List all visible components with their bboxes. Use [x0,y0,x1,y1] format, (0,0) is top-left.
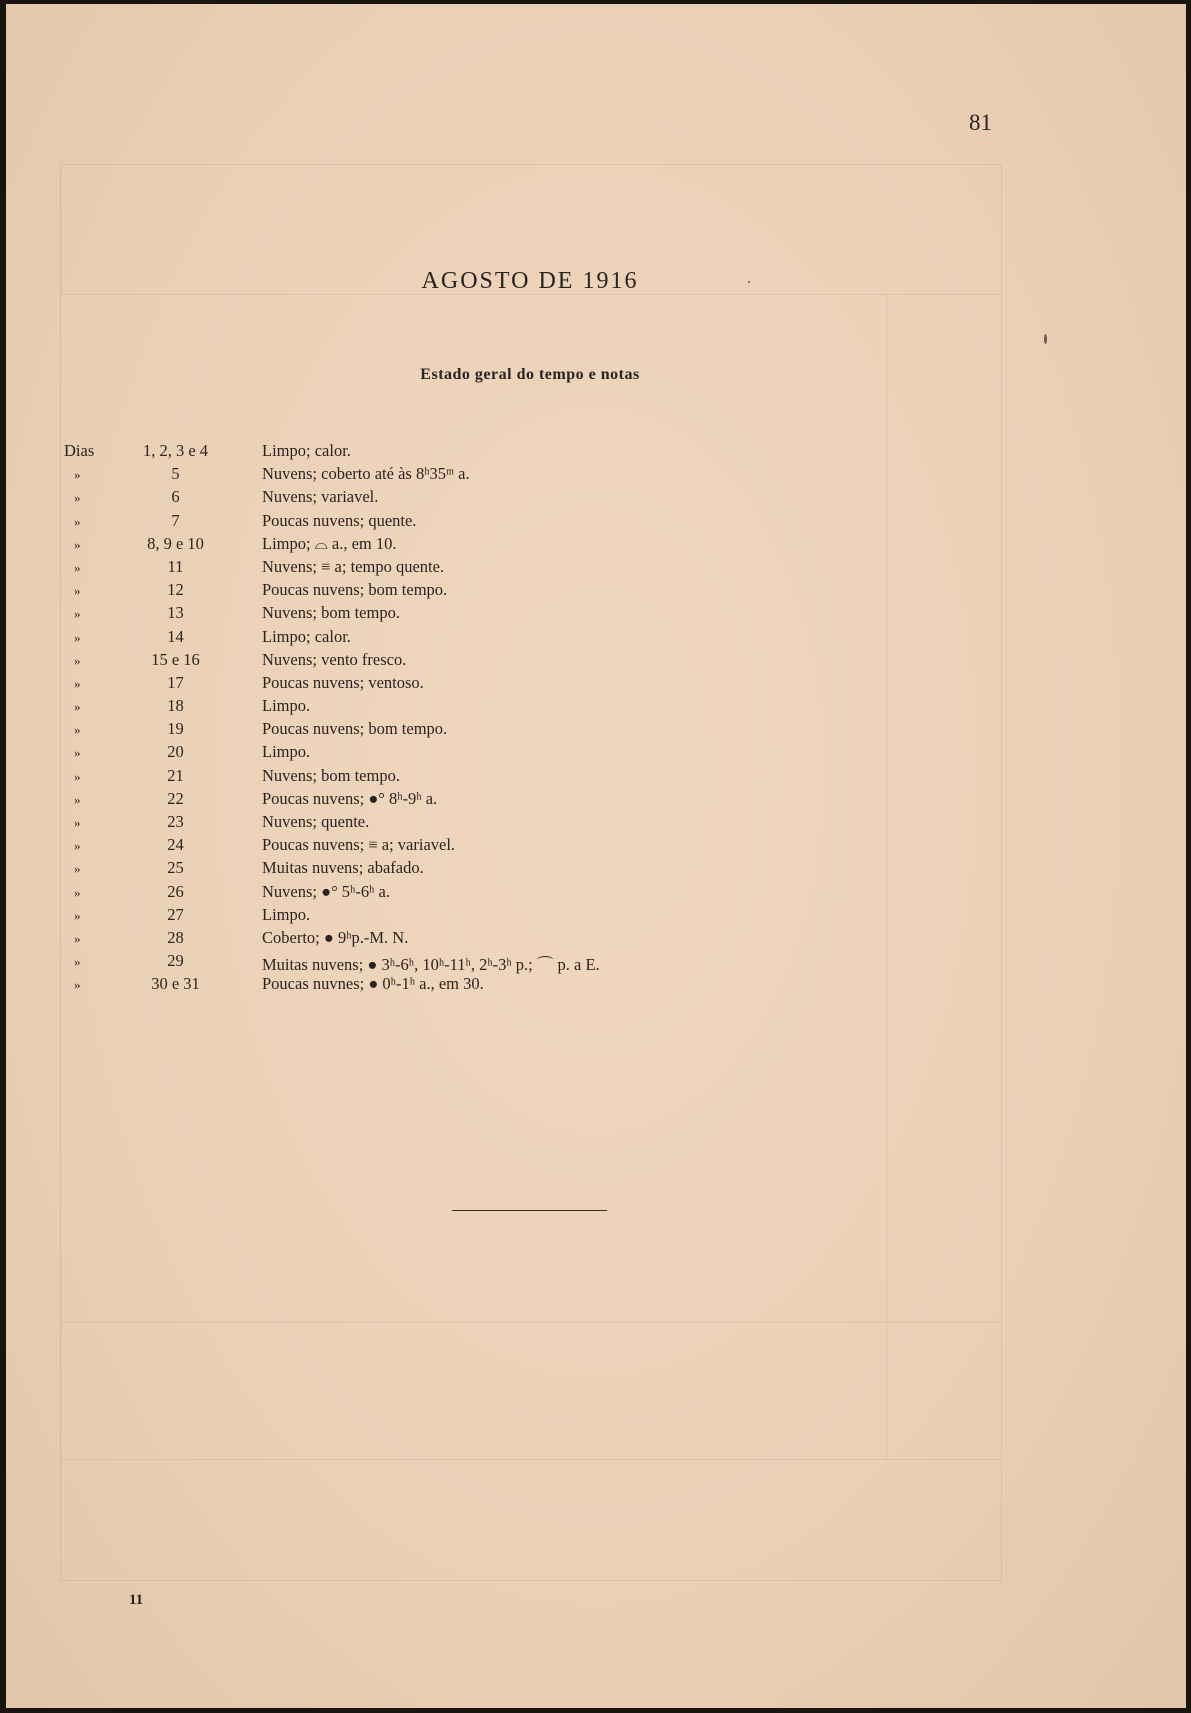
list-item [58,627,958,650]
row-label: » [74,745,81,761]
row-label: » [74,699,81,715]
row-label: » [74,583,81,599]
list-item [58,928,958,951]
list-item [58,719,958,742]
list-item [58,974,958,997]
page-number: 81 [969,110,992,135]
document-page [6,4,1186,1708]
row-note: Limpo; calor. [262,626,351,646]
divider-rule [452,1210,607,1211]
row-label: » [74,791,81,807]
row-label: » [74,907,81,923]
row-days: 27 [167,904,184,924]
list-item [58,511,958,534]
list-item [58,441,958,464]
row-note: Muitas nuvens; abafado. [262,858,424,878]
row-days: 13 [167,603,184,623]
row-note: Nuvens; bom tempo. [262,765,400,785]
row-label: » [74,652,81,668]
row-label: » [74,977,81,993]
row-note: Poucas nuvens; bom tempo. [262,580,448,600]
row-label: » [74,861,81,877]
row-days: 1, 2, 3 e 4 [142,441,209,460]
row-label: » [74,513,81,529]
list-item [58,557,958,580]
row-days: 6 [171,487,180,507]
page-subtitle: Estado geral do tempo e notas [420,366,640,383]
signature-mark: 11 [129,1592,144,1608]
row-note: Poucas nuvens; quente. [262,510,417,530]
row-note: Limpo. [262,904,311,924]
row-note: Poucas nuvens; ●° 8ʰ-9ʰ a. [262,788,438,808]
bleed-through-line [60,1459,1000,1460]
row-days: 22 [167,788,184,808]
list-item [58,951,958,974]
row-days: 20 [167,742,184,762]
row-note: Muitas nuvens; ● 3ʰ-6ʰ, 10ʰ-11ʰ, 2ʰ-3ʰ p.; ⌒ p. a E. [262,955,600,975]
row-label: Dias [64,441,95,460]
row-note: Nuvens; bom tempo. [262,603,400,623]
row-days: 5 [171,464,180,484]
row-days: 29 [167,951,184,971]
list-item [58,766,958,789]
list-item [58,742,958,765]
list-item [58,673,958,696]
row-days: 25 [167,858,184,878]
row-days: 21 [167,765,184,785]
notes-list [58,441,958,998]
row-days: 17 [167,672,184,692]
row-label: » [74,768,81,784]
row-label: » [74,490,81,506]
row-note: Poucas nuvnes; ● 0ʰ-1ʰ a., em 30. [262,974,484,994]
row-days: 24 [167,835,184,855]
row-label: » [74,675,81,691]
row-days: 26 [167,881,184,901]
list-item [58,650,958,673]
row-note: Nuvens; quente. [262,812,370,831]
row-note: Nuvens; ≡ a; tempo quente. [262,556,445,576]
row-label: » [74,629,81,645]
row-label: » [74,606,81,622]
list-item [58,905,958,928]
row-label: » [74,815,81,830]
list-item [58,534,958,557]
list-item [58,858,958,881]
row-label: » [74,884,81,900]
list-item [58,882,958,905]
row-days: 8, 9 e 10 [147,533,204,553]
row-days: 19 [167,719,184,739]
row-note: Poucas nuvens; ≡ a; variavel. [262,835,456,855]
row-label: » [74,954,81,970]
row-days: 7 [171,510,180,530]
list-item [58,487,958,510]
row-days: 18 [167,696,184,716]
list-item [58,603,958,626]
row-days: 23 [167,812,184,831]
row-label: » [74,536,81,552]
row-note: Nuvens; coberto até às 8ʰ35ᵐ a. [262,464,470,484]
row-days: 30 e 31 [151,974,200,994]
row-note: Nuvens; ●° 5ʰ-6ʰ a. [262,881,390,901]
row-note: Limpo. [262,742,311,762]
row-days: 28 [167,927,184,947]
row-note: Nuvens; vento fresco. [262,649,407,669]
list-item [58,835,958,858]
row-note: Poucas nuvens; bom tempo. [262,719,448,739]
list-item [58,812,958,835]
paper-speck [1044,334,1047,344]
row-note: Poucas nuvens; ventoso. [262,672,424,692]
bleed-through-line [60,1322,1000,1323]
row-days: 14 [167,626,184,646]
paper-speck [748,281,750,283]
list-item [58,696,958,719]
page-title: AGOSTO DE 1916 [421,268,639,294]
row-label: » [74,467,81,483]
row-label: » [74,722,81,738]
list-item [58,464,958,487]
row-label: » [74,930,81,946]
list-item [58,789,958,812]
row-days: 15 e 16 [151,649,200,669]
row-note: Coberto; ● 9ʰp.-M. N. [262,927,409,947]
row-note: Limpo; calor. [262,441,351,460]
row-note: Limpo; ⌓ a., em 10. [262,533,397,553]
row-days: 11 [167,556,184,576]
row-note: Nuvens; variavel. [262,487,379,507]
list-item [58,580,958,603]
row-label: » [74,559,81,575]
row-label: » [74,838,81,854]
row-note: Limpo. [262,696,311,716]
row-days: 12 [167,580,184,600]
